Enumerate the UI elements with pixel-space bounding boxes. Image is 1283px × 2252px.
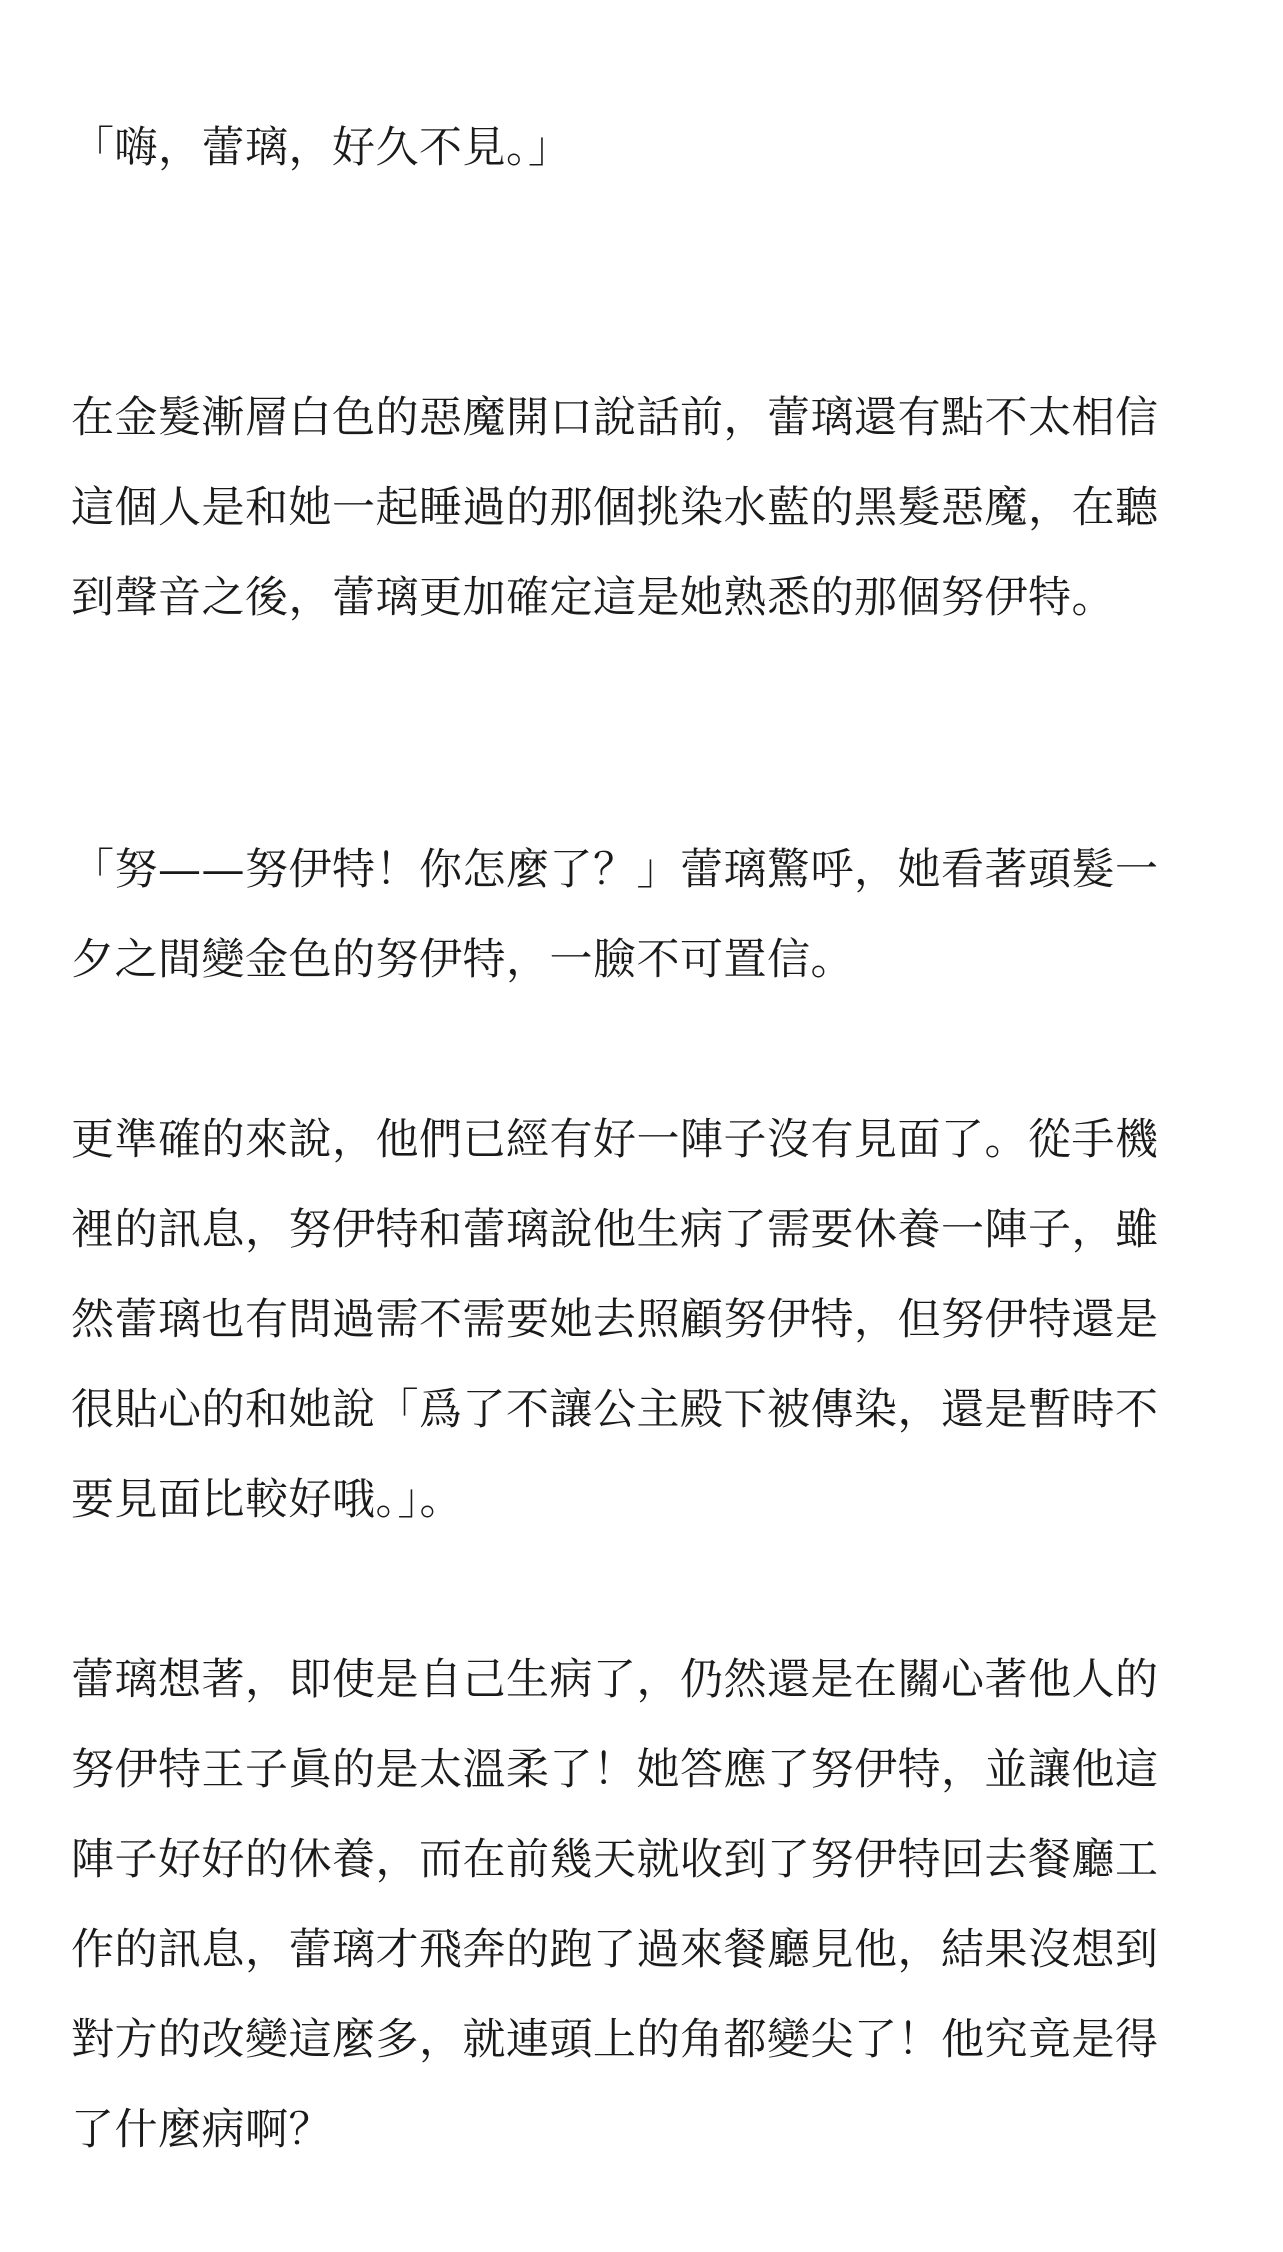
dialogue-line: 「努——努伊特！你怎麼了？」蕾璃驚呼，她看著頭髮一 xyxy=(71,845,1159,895)
paragraph-line: 作的訊息，蕾璃才飛奔的跑了過來餐廳見他，結果沒想到 xyxy=(71,1925,1159,1975)
paragraph-line: 努伊特王子眞的是太溫柔了！她答應了努伊特，並讓他這 xyxy=(71,1745,1159,1795)
paragraph-line: 要見面比較好哦。」。 xyxy=(71,1475,463,1525)
dialogue-line: 「嗨，蕾璃，好久不見。」 xyxy=(71,123,572,173)
paragraph-line: 對方的改變這麼多，就連頭上的角都變尖了！他究竟是得 xyxy=(71,2015,1159,2065)
paragraph-line: 很貼心的和她說「爲了不讓公主殿下被傳染，還是暫時不 xyxy=(71,1385,1159,1435)
paragraph-line: 然蕾璃也有問過需不需要她去照顧努伊特，但努伊特還是 xyxy=(71,1295,1159,1345)
paragraph-line: 陣子好好的休養，而在前幾天就收到了努伊特回去餐廳工 xyxy=(71,1835,1159,1885)
paragraph-line: 更準確的來說，他們已經有好一陣子沒有見面了。從手機 xyxy=(71,1115,1159,1165)
paragraph-line: 在金髮漸層白色的惡魔開口說話前，蕾璃還有點不太相信 xyxy=(71,393,1159,443)
paragraph-line: 到聲音之後，蕾璃更加確定這是她熟悉的那個努伊特。 xyxy=(71,573,1115,623)
paragraph-line: 裡的訊息，努伊特和蕾璃說他生病了需要休養一陣子，雖 xyxy=(71,1205,1159,1255)
paragraph-line: 夕之間變金色的努伊特，一臉不可置信。 xyxy=(71,935,854,985)
paragraph-line: 這個人是和她一起睡過的那個挑染水藍的黑髮惡魔，在聽 xyxy=(71,483,1159,533)
paragraph-line: 蕾璃想著，即使是自己生病了，仍然還是在關心著他人的 xyxy=(71,1655,1159,1705)
paragraph-line: 了什麼病啊？ xyxy=(71,2105,332,2155)
